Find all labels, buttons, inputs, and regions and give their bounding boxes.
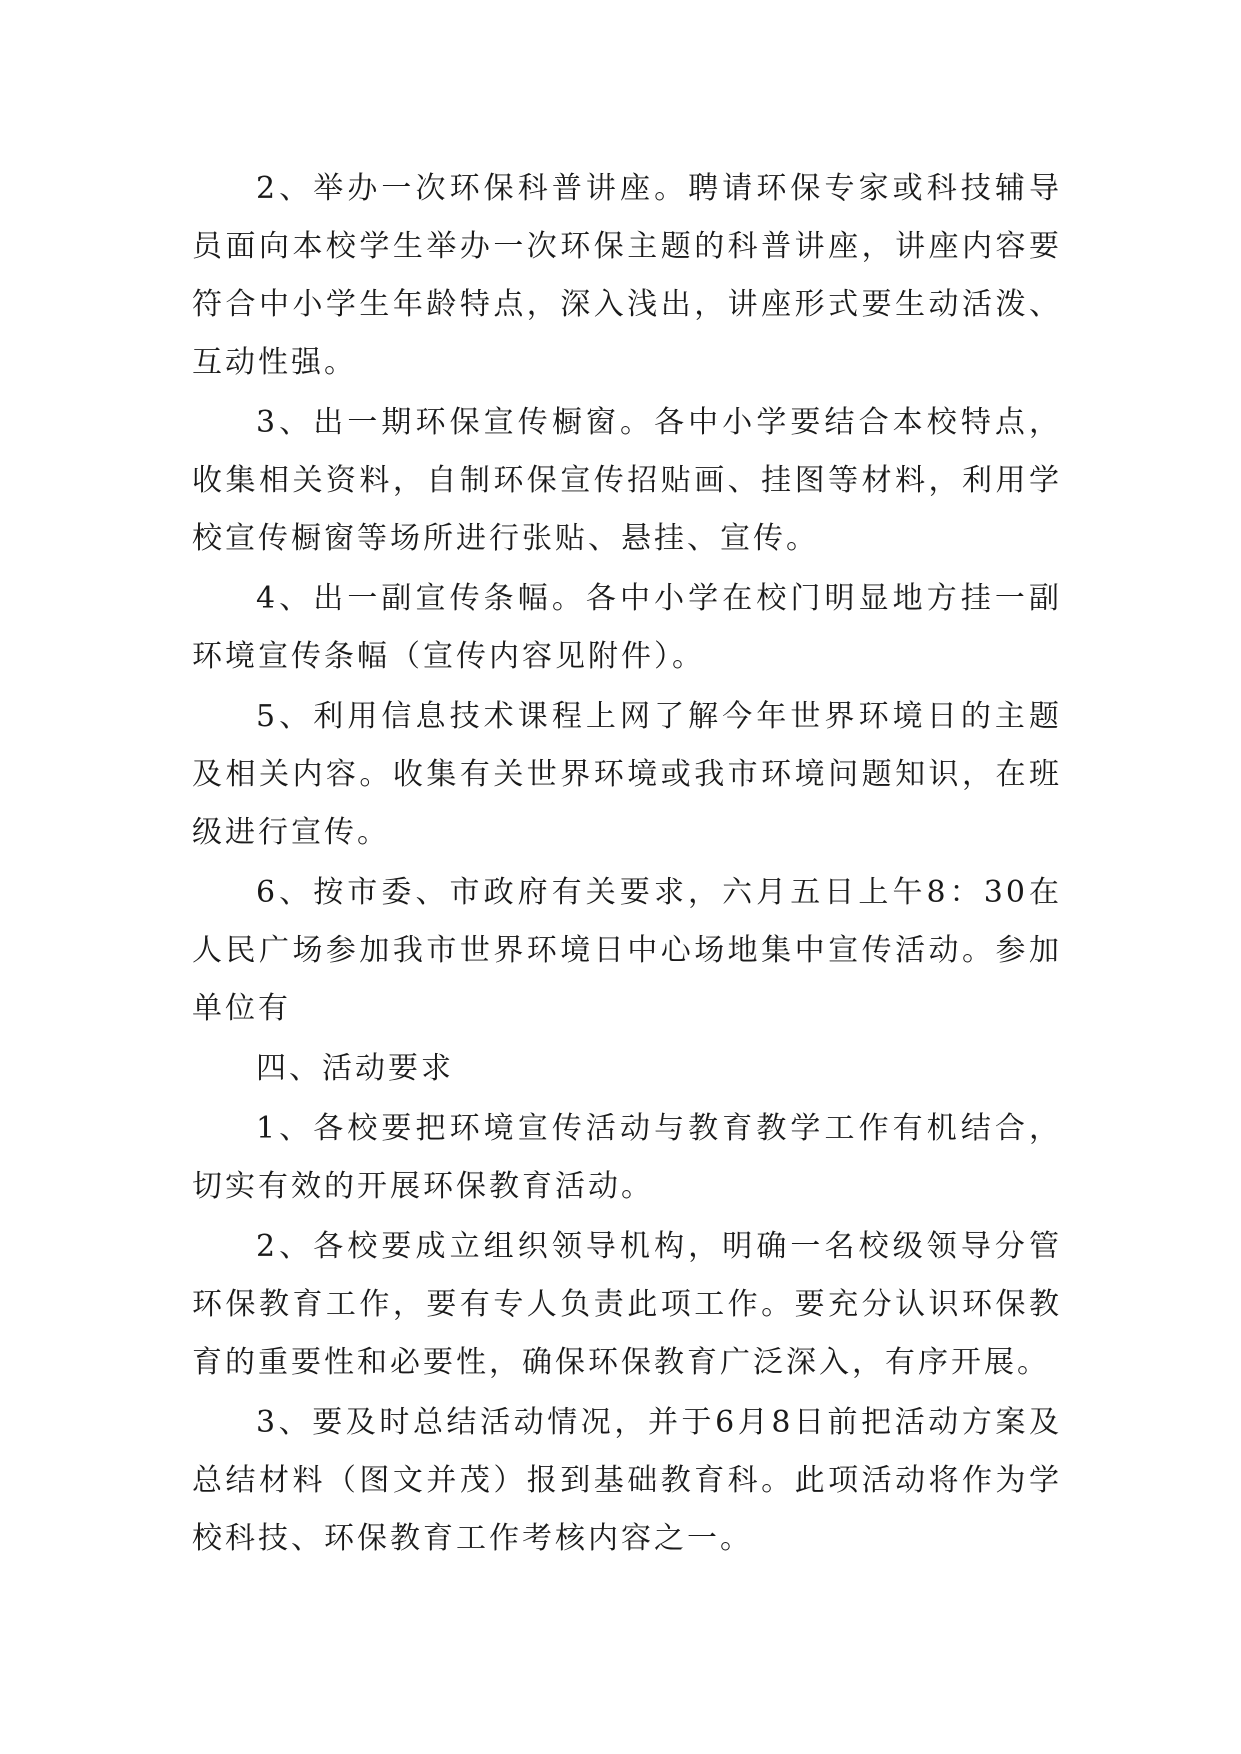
paragraph-banner: 4、出一副宣传条幅。各中小学在校门明显地方挂一副环境宣传条幅（宣传内容见附件）。 <box>192 581 1062 674</box>
paragraph-square-event: 6、按市委、市政府有关要求，六月五日上午8：30在人民广场参加我市世界环境日中心场地集中宣传活动。参加单位有 <box>192 875 1062 1026</box>
paragraph-requirement-1: 1、各校要把环境宣传活动与教育教学工作有机结合，切实有效的开展环保教育活动。 <box>192 1111 1062 1204</box>
section-heading-requirements: 四、活动要求 <box>256 1051 454 1086</box>
paragraph-online-study: 5、利用信息技术课程上网了解今年世界环境日的主题及相关内容。收集有关世界环境或我市环境问题知识，在班级进行宣传。 <box>192 699 1062 850</box>
document-body <box>192 160 1062 1568</box>
paragraph-requirement-2: 2、各校要成立组织领导机构，明确一名校级领导分管环保教育工作，要有专人负责此项工作。要充分认识环保教育的重要性和必要性，确保环保教育广泛深入，有序开展。 <box>192 1229 1062 1380</box>
paragraph-requirement-3: 3、要及时总结活动情况，并于6月8日前把活动方案及总结材料（图文并茂）报到基础教育科。此项活动将作为学校科技、环保教育工作考核内容之一。 <box>192 1405 1062 1556</box>
paragraph-showcase: 3、出一期环保宣传橱窗。各中小学要结合本校特点，收集相关资料，自制环保宣传招贴画、挂图等材料，利用学校宣传橱窗等场所进行张贴、悬挂、宣传。 <box>192 405 1062 556</box>
paragraph-lecture: 2、举办一次环保科普讲座。聘请环保专家或科技辅导员面向本校学生举办一次环保主题的科普讲座，讲座内容要符合中小学生年龄特点，深入浅出，讲座形式要生动活泼、互动性强。 <box>192 171 1062 380</box>
